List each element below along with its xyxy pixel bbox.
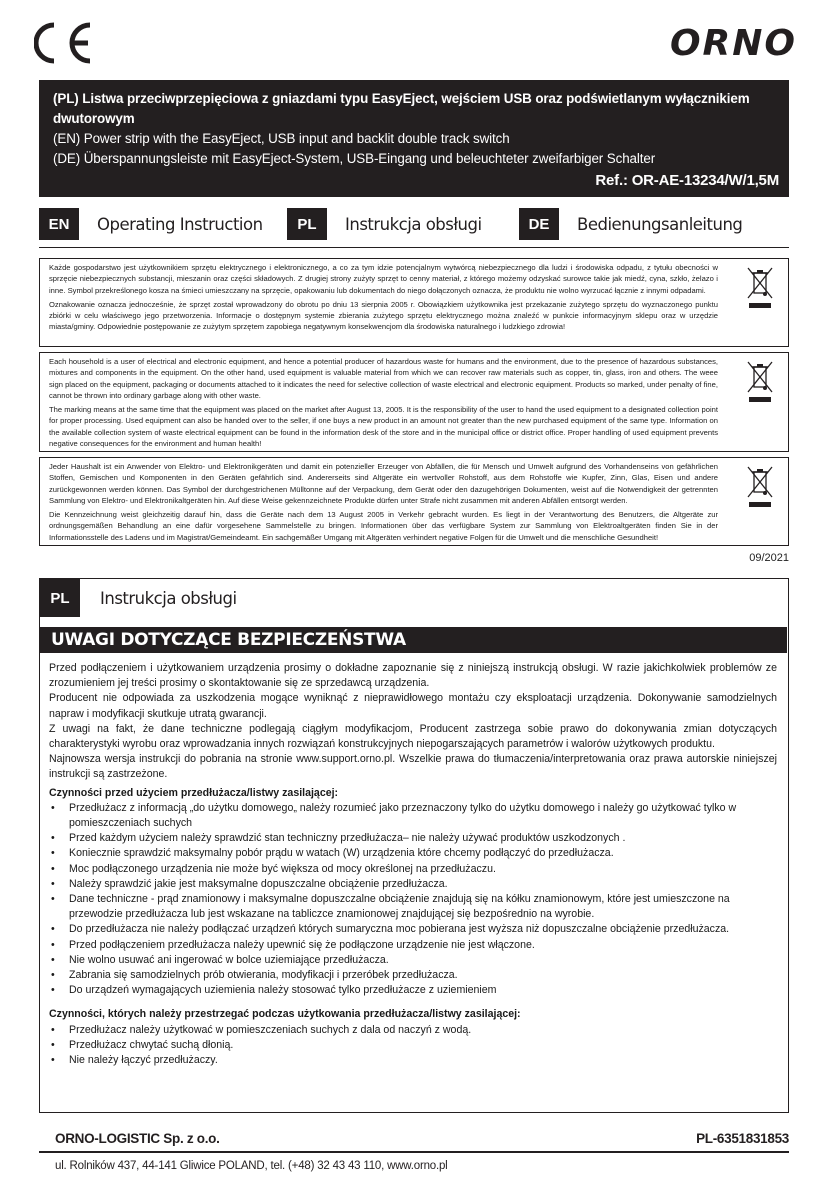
footer-divider bbox=[39, 1151, 789, 1153]
language-en bbox=[39, 208, 263, 240]
during-use-list bbox=[49, 1023, 777, 1069]
list-item: • Przedłużacz chwytać suchą dłonią. bbox=[49, 1038, 777, 1053]
language-badge-de: DE bbox=[519, 208, 559, 240]
product-title-box bbox=[39, 80, 789, 197]
before-use-list bbox=[49, 801, 777, 999]
crossed-out-bin-icon bbox=[746, 464, 774, 508]
list-item: • Zabrania się samodzielnych prób otwierania, modyfikacji i przeróbek przedłużacza. bbox=[49, 968, 777, 983]
pl-instruction-section bbox=[39, 578, 789, 1113]
footer-vat-number: PL-6351831853 bbox=[696, 1131, 789, 1146]
intro-paragraph: Z uwagi na fakt, że dane techniczne podlegają ciągłym modyfikacjom, Producent zastrzega sobie prawo do dokonywania zmian dotyczących charakterystyki wyrobu oraz wprowadzania innych rozwiązań konstrukcyjnych niepogarszających parametrów i walorów użytkowych produktu. bbox=[49, 722, 777, 751]
crossed-out-bin-icon bbox=[746, 265, 774, 309]
weee-de-paragraph-1: Jeder Haushalt ist ein Anwender von Elektro- und Elektronikgeräten und damit ein potenzieller Erzeuger von Abfällen, die für Mensch und Umwelt aufgrund des Vorhandenseins von gefährlichen Stoffen, Gemischen und Komponenten in den Geräten gefährlich sind. Andererseits sind Altgeräte ein wertvoller Rohstoff, aus dem Rohstoffe wie Kupfer, Zinn, Glas, Eisen und andere zurückgewonnen werden können. Das Symbol der durchgestrichenen Mülltonne auf der Verpackung, dem Gerät oder den dazugehörigen Dokumenten, weist auf die Notwendigkeit der getrennten Sammlung von Elektro- und Elektronikaltgeräten hin. Auf diese Weise gekennzeichnete Produkte dürfen unter Strafe nicht zusammen mit anderen Abfällen entsorgt werden. bbox=[49, 462, 718, 505]
language-pl bbox=[287, 208, 482, 240]
list-item: • Moc podłączonego urządzenia nie może być większa od mocy określonej na przedłużaczu. bbox=[49, 862, 777, 877]
product-title-pl: (PL) Listwa przeciwprzepięciowa z gniazdami typu EasyEject, wejściem USB oraz podświetlanym wyłącznikiem dwutorowym bbox=[53, 91, 750, 126]
language-label-en: Operating Instruction bbox=[97, 214, 263, 234]
product-title-de: (DE) Überspannungsleiste mit EasyEject-System, USB-Eingang und beleuchteter zweifarbiger Schalter bbox=[53, 151, 656, 166]
intro-paragraph: Producent nie odpowiada za uszkodzenia mogące wyniknąć z nieprawidłowego montażu czy eksploatacji urządzenia. Dokonywanie samodzielnych napraw i modyfikacji skutkuje utratą gwarancji. bbox=[49, 692, 777, 720]
list-item: • Przedłużacz z informacją „do użytku domowego„ należy rozumieć jako przeznaczony tylko do użytku domowego i należy go użytkować tylko w pomieszczeniach suchych bbox=[49, 801, 777, 831]
list-item: • Przed każdym użyciem należy sprawdzić stan techniczny przedłużacza– nie należy używać produktów uszkodzonych . bbox=[49, 831, 777, 846]
weee-en-paragraph-2: The marking means at the same time that the equipment was placed on the market after August 13, 2005. It is the responsibility of the user to hand the used equipment to a designated collection point for proper processing. Used equipment can also be handed over to the seller, if one buys a new product in an amount not greater than the new purchased equipment of the same type. Information on the available collection system of waste electrical equipment can be found in the information desk of the store and in the municipal office or district office. Proper handling of used equipment prevents negative consequences for the environment and human health! bbox=[49, 405, 718, 449]
list-item: • Przed podłączeniem przedłużacza należy upewnić się że podłączone urządzenie nie jest włączone. bbox=[49, 938, 777, 953]
list-item: • Należy sprawdzić jakie jest maksymalne dopuszczalne obciążenie przedłużacza. bbox=[49, 877, 777, 892]
language-de bbox=[519, 208, 742, 240]
pl-section-header bbox=[40, 579, 237, 617]
list-item: • Nie wolno usuwać ani ingerować w bolce uziemiające przedłużacza. bbox=[49, 953, 777, 968]
ce-mark-icon bbox=[34, 22, 104, 64]
footer-address: ul. Rolników 437, 44-141 Gliwice POLAND, tel. (+48) 32 43 43 110, www.orno.pl bbox=[55, 1160, 448, 1172]
product-ref: Ref.: OR-AE-13234/W/1,5M bbox=[595, 172, 779, 189]
intro-paragraph: Przed podłączeniem i użytkowaniem urządzenia prosimy o dokładne zapoznanie się z niniejszą instrukcją obsługi. W razie jakichkolwiek problemów ze zrozumieniem jej treści prosimy o skontaktowanie się ze sprzedawcą urządzenia. bbox=[49, 662, 777, 690]
weee-en-paragraph-1: Each household is a user of electrical and electronic equipment, and hence a potential producer of hazardous waste for humans and the environment, due to the presence of hazardous substances, mixtures and components in the equipment. On the other hand, used equipment is valuable material from which we can recover raw materials such as copper, tin, glass, iron and others. The weee sign placed on the equipment, packaging or documents attached to it indicates the need for selective collection of waste electrical and electronic equipment. Products so marked, under penalty of fine, cannot be thrown into ordinary garbage along with other waste. bbox=[49, 357, 718, 400]
list-item: • Do urządzeń wymagających uziemienia należy stosować tylko przedłużacze z uziemieniem bbox=[49, 983, 777, 998]
language-badge-en: EN bbox=[39, 208, 79, 240]
pl-section-body bbox=[49, 661, 777, 1068]
weee-notice-en bbox=[39, 352, 789, 452]
weee-pl-paragraph-2: Oznakowanie oznacza jednocześnie, że sprzęt został wprowadzony do obrotu po dniu 13 sierpnia 2005 r. Obowiązkiem użytkownika jest przekazanie zużytego sprzętu do wyznaczonego punktu zbiórki w celu właściwego jego przetworzenia. Informacje o dostępnym systemie zbierania zużytego sprzętu elektrycznego można znaleźć w punkcie informacyjnym sklepu oraz w urzędzie miasta/gminy. Odpowiednie postępowanie ze zużytym sprzętem zapobiega negatywnym konsekwencjom dla środowiska naturalnego i ludzkiego zdrowia! bbox=[49, 299, 718, 332]
safety-title-bar: UWAGI DOTYCZĄCE BEZPIECZEŃSTWA bbox=[40, 627, 787, 653]
weee-pl-paragraph-1: Każde gospodarstwo jest użytkownikiem sprzętu elektrycznego i elektronicznego, a co za tym idzie potencjalnym wytwórcą niebezpiecznego dla ludzi i środowiska odpadu, z tytułu obecności w sprzęcie niebezpiecznych substancji, mieszanin oraz części składowych. Z drugiej strony zużyty sprzęt to cenny materiał, z którego możemy odzyskać surowce takie jak miedź, cyna, szkło, żelazo i inne. Symbol przekreślonego kosza na śmieci umieszczany na sprzęcie, opakowaniu lub dokumentach do niego dołączonych oznacza, że produktu nie wolno wyrzucać łącznie z innymi odpadami. bbox=[49, 263, 718, 295]
during-use-heading: Czynności, których należy przestrzegać podczas użytkowania przedłużacza/listwy zasilającej: bbox=[49, 1008, 521, 1021]
language-badge-pl: PL bbox=[287, 208, 327, 240]
language-label-pl: Instrukcja obsługi bbox=[345, 214, 482, 234]
list-item: • Dane techniczne - prąd znamionowy i maksymalne dopuszczalne obciążenie znajdują się na kółku znamionowym, które jest umieszczone na przewodzie przedłużacza lub jest wskazane na tabliczce znamionowej znajdującej się bezpośrednio na wyrobie. bbox=[49, 892, 777, 922]
list-item: • Koniecznie sprawdzić maksymalny pobór prądu w watach (W) urządzenia które chcemy podłączyć do przedłużacza. bbox=[49, 846, 777, 861]
before-use-heading: Czynności przed użyciem przedłużacza/listwy zasilającej: bbox=[49, 786, 339, 799]
product-title-en: (EN) Power strip with the EasyEject, USB input and backlit double track switch bbox=[53, 131, 510, 146]
weee-de-paragraph-2: Die Kennzeichnung weist gleichzeitig darauf hin, dass die Geräte nach dem 13 August 2005 in Verkehr gebracht wurden. Es liegt in der Verantwortung des Benutzers, die Altgeräte zur ordnungsgemäßen Behandlung an eine dafür vorgesehene Sammelstelle zu bringen. Informationen über das verfügbare System zur Sammlung von Elektroaltgeräten finden Sie in der Informationsstelle des Ladens und im Magistrat/Gemeindeamt. Ein sachgemäßer Umgang mit Altgeräten verhindert negative Folgen für die Umwelt und die menschliche Gesundheit! bbox=[49, 510, 718, 542]
svg-text:ORNO: ORNO bbox=[669, 24, 797, 60]
weee-notice-pl bbox=[39, 258, 789, 347]
language-label-de: Bedienungsanleitung bbox=[577, 214, 743, 234]
list-item: • Do przedłużacza nie należy podłączać urządzeń których sumaryczna moc pobierana jest wyższa niż dopuszczalne obciążenie przedłużacza. bbox=[49, 922, 777, 937]
weee-notice-de bbox=[39, 457, 789, 546]
document-date: 09/2021 bbox=[749, 552, 789, 564]
orno-logo bbox=[649, 24, 799, 60]
list-item: • Przedłużacz należy użytkować w pomieszczeniach suchych z dala od naczyń z wodą. bbox=[49, 1023, 777, 1038]
crossed-out-bin-icon bbox=[746, 359, 774, 403]
list-item: • Nie należy łączyć przedłużaczy. bbox=[49, 1053, 777, 1068]
pl-section-heading: Instrukcja obsługi bbox=[100, 588, 237, 608]
language-row bbox=[39, 208, 789, 248]
pl-section-badge: PL bbox=[40, 579, 80, 617]
intro-paragraph: Najnowsza wersja instrukcji do pobrania na stronie www.support.orno.pl. Wszelkie prawa do tłumaczenia/interpretowania oraz prawa autorskie niniejszej instrukcji są zastrzeżone. bbox=[49, 753, 777, 781]
footer-company: ORNO-LOGISTIC Sp. z o.o. bbox=[55, 1131, 220, 1146]
